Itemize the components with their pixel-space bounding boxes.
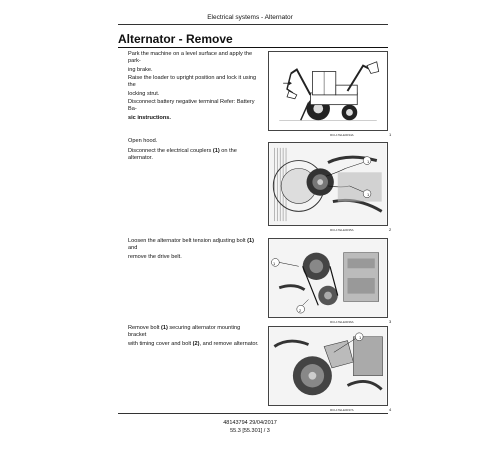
- step-1-text: [128, 51, 260, 123]
- figure-belt-tension: [268, 238, 388, 318]
- footer-rule: [118, 413, 388, 414]
- figure-1-number: 1: [389, 132, 392, 137]
- step-1-line: Park the machine on a level surface and apply the park-: [128, 51, 253, 64]
- footer-doc-ref: 48143794 29/04/2017: [223, 420, 277, 426]
- step-2-line: Open hood.: [128, 138, 158, 144]
- footer-page-number: 55.3 [55.301] / 3: [230, 428, 270, 434]
- step-1-line: ing brake.: [128, 66, 153, 73]
- figure-2-number: 2: [389, 227, 392, 232]
- figure-alternator-bracket: [268, 326, 388, 406]
- figure-4-code: RCL17ELE0037A: [330, 408, 354, 412]
- figure-alternator-couplers: [268, 142, 388, 226]
- section-title: Alternator - Remove: [118, 32, 233, 46]
- step-2-line: Disconnect the electrical couplers (1) on the alternator.: [128, 148, 237, 161]
- callout-1: 1: [273, 261, 276, 266]
- figure-1-code: RCL17ELE0034A: [330, 133, 354, 137]
- step-4-line: Remove bolt (1) securing alternator mounting bracket: [128, 325, 241, 338]
- step-3-line: Loosen the alternator belt tension adjusting bolt (1) and: [128, 238, 254, 251]
- step-3-text: [128, 238, 260, 262]
- belt-tension-illustration: [269, 239, 387, 317]
- figure-2-code: RCL17ELE0035A: [330, 228, 354, 232]
- callout-2: 2: [299, 308, 302, 313]
- alternator-couplers-illustration: [269, 143, 387, 225]
- step-4-text: [128, 325, 260, 349]
- figure-3-code: RCL17ELE0036A: [330, 320, 354, 324]
- step-3-line: remove the drive belt.: [128, 253, 182, 260]
- figure-4-number: 4: [389, 407, 392, 412]
- step-2-text: [128, 138, 260, 164]
- title-rule: [118, 47, 388, 48]
- step-1-line: Disconnect battery negative terminal Refer: Battery Ba-: [128, 99, 255, 112]
- header-rule: [118, 24, 388, 25]
- step-1-line: locking strut.: [128, 90, 160, 97]
- callout-1: 1: [367, 192, 370, 197]
- page-header-title: Electrical systems - Alternator: [207, 14, 293, 21]
- step-4-line: with timing cover and bolt (2), and remove alternator.: [128, 340, 259, 347]
- backhoe-loader-illustration: [269, 52, 387, 130]
- step-1-line: Raise the loader to upright position and lock it using the: [128, 75, 257, 88]
- callout-1: 1: [359, 335, 362, 340]
- step-1-line: sic instructions.: [128, 114, 171, 121]
- figure-3-number: 3: [389, 319, 392, 324]
- alternator-bracket-illustration: [269, 327, 387, 405]
- figure-backhoe-loader: [268, 51, 388, 131]
- callout-1: 1: [367, 159, 370, 164]
